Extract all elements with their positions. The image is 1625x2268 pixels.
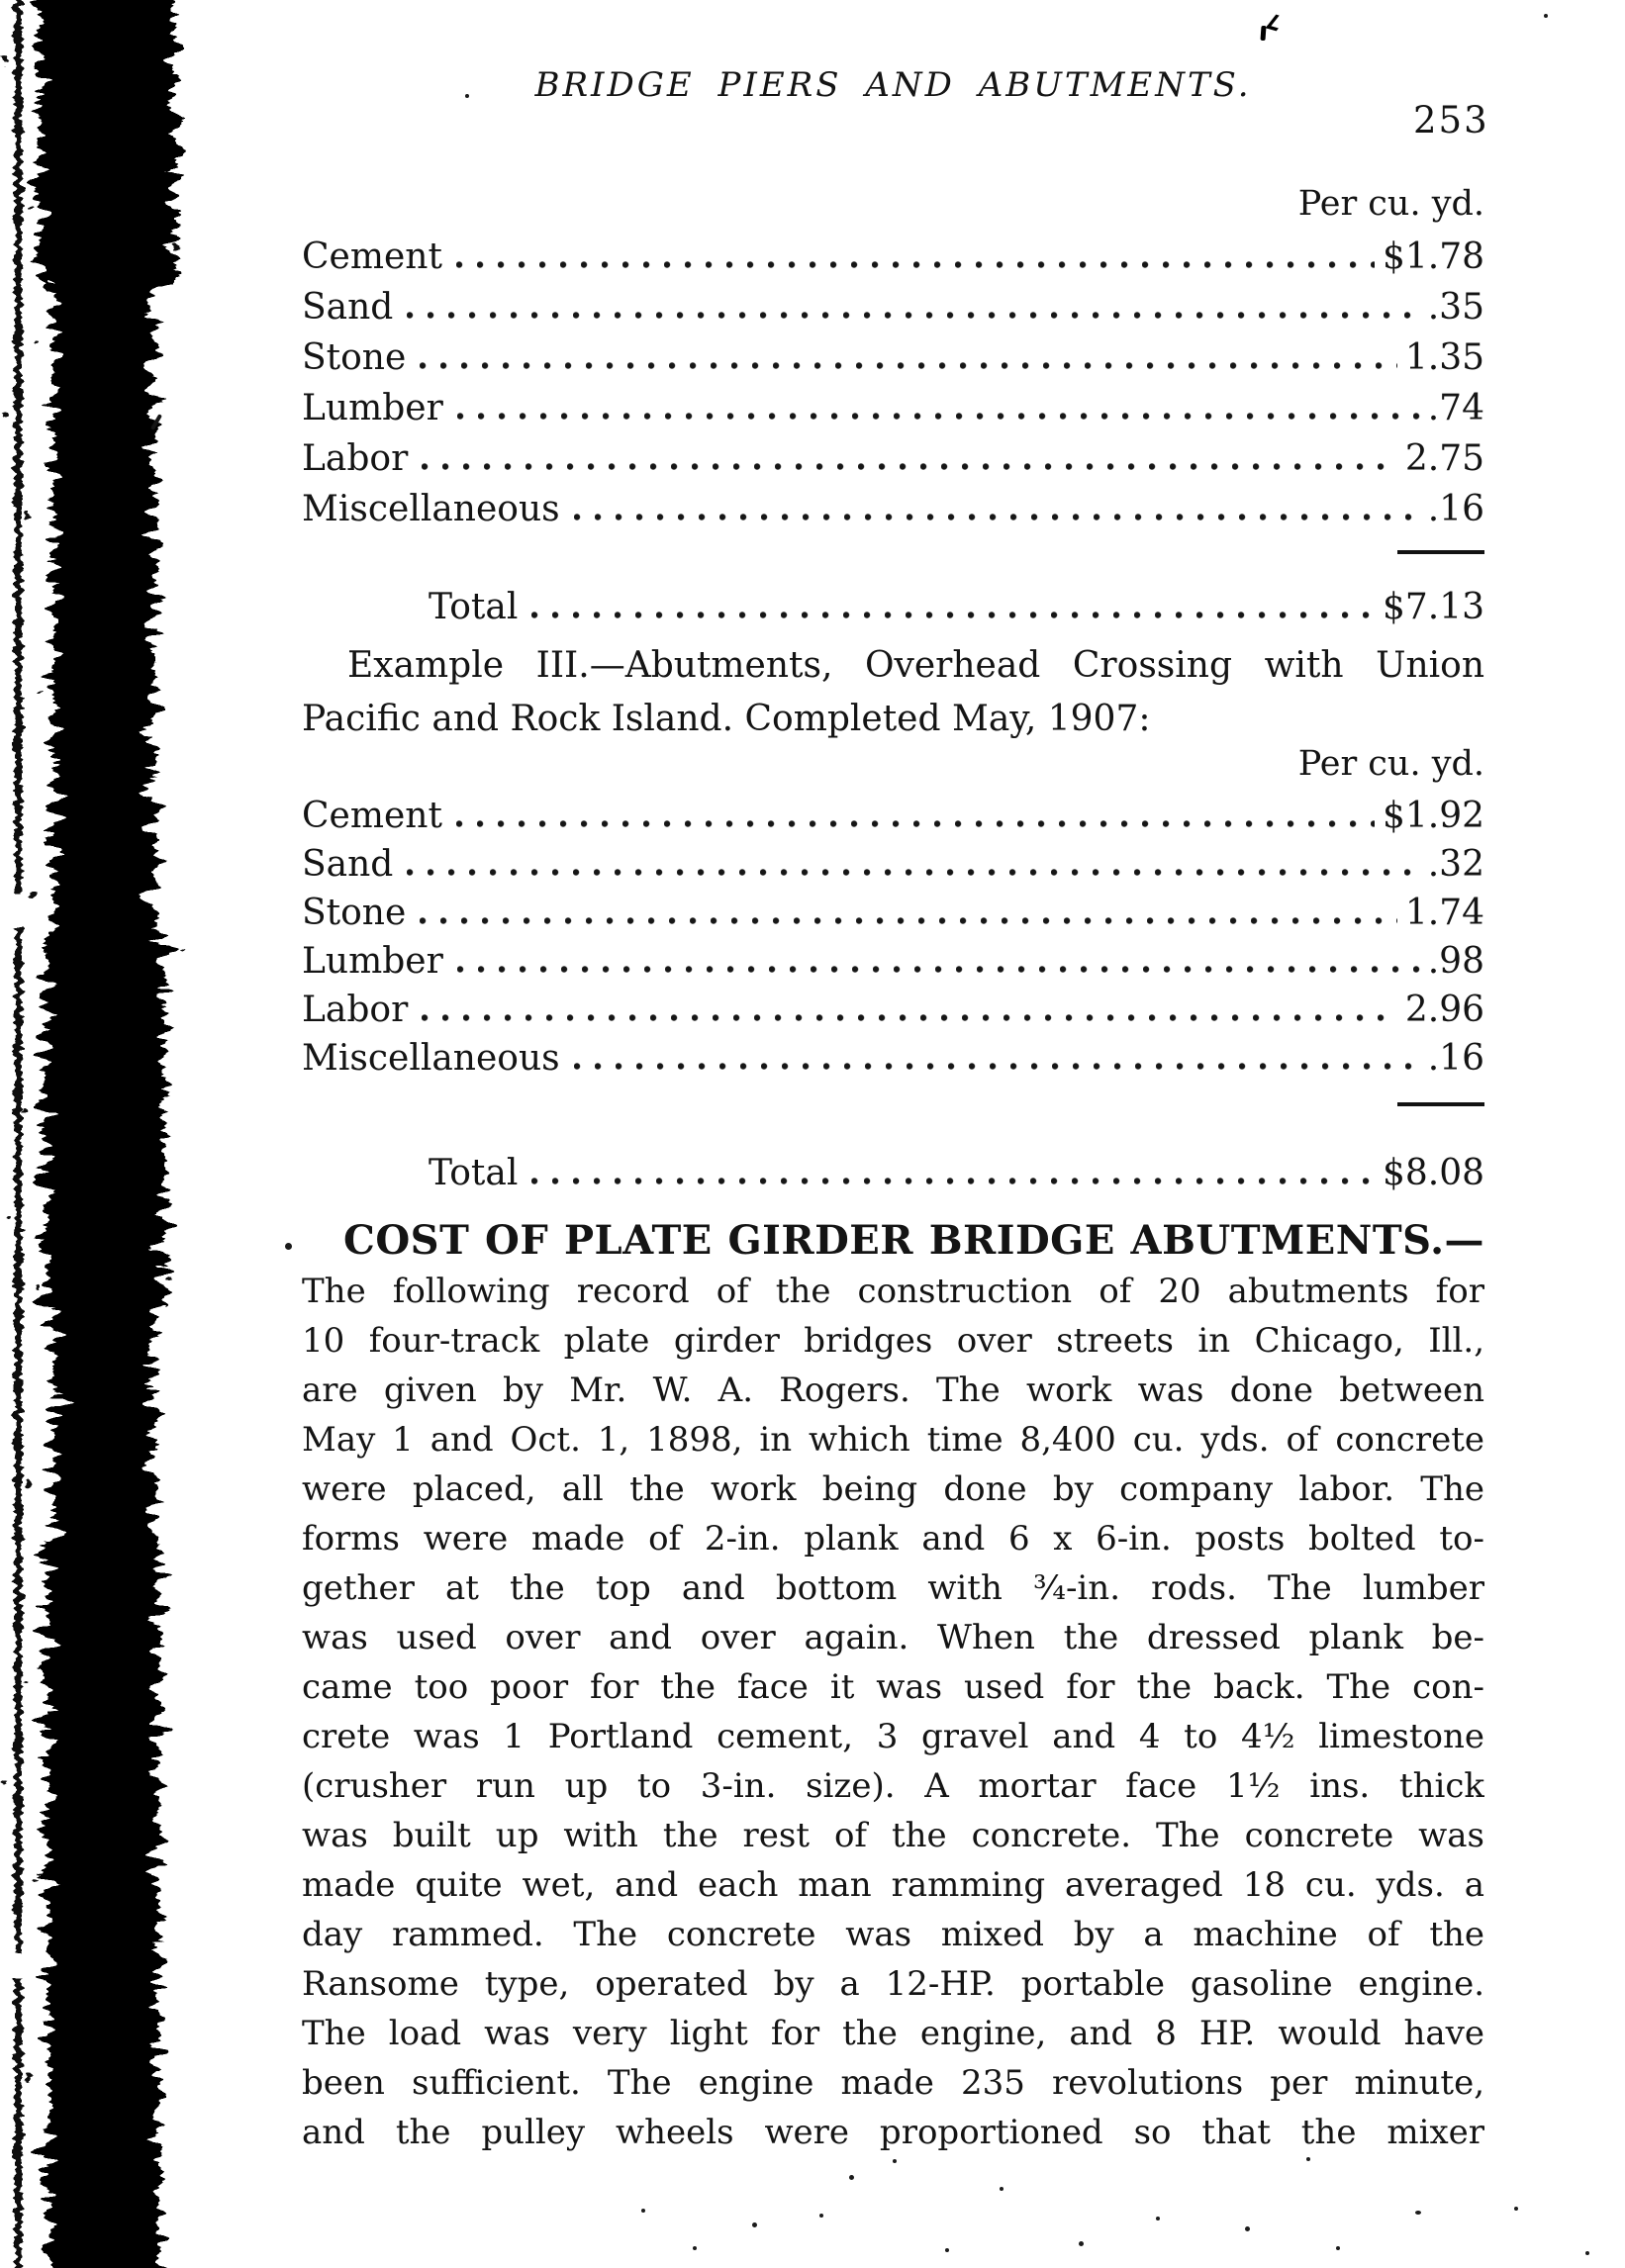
table-row bbox=[302, 1034, 1484, 1083]
row-label: Labor bbox=[302, 438, 409, 479]
dot-leader bbox=[457, 966, 1420, 973]
row-value: .16 bbox=[1427, 1038, 1484, 1079]
table-row bbox=[302, 484, 1484, 534]
row-label: Sand bbox=[302, 844, 394, 885]
total-rule bbox=[1397, 550, 1484, 554]
paragraph-line: made quite wet, and each man ramming averaged 18 cu. yds. a bbox=[302, 1865, 1484, 1905]
paragraph-line: are given by Mr. W. A. Rogers. The work was done between bbox=[302, 1370, 1484, 1410]
paragraph-line: was used over and over again. When the dressed plank be- bbox=[302, 1618, 1484, 1657]
ink-speck bbox=[465, 94, 469, 98]
ink-speck bbox=[945, 2248, 949, 2252]
cost-table-2 bbox=[302, 792, 1484, 1083]
total-label: Total bbox=[429, 1153, 519, 1193]
ink-speck bbox=[819, 2214, 823, 2218]
row-label: Cement bbox=[302, 236, 442, 277]
ink-blot-tick bbox=[1266, 15, 1288, 32]
ink-speck bbox=[1306, 2157, 1310, 2161]
paragraph-line: Pacific and Rock Island. Completed May, 1907: bbox=[302, 699, 1151, 739]
dot-leader bbox=[456, 261, 1375, 268]
row-label: Sand bbox=[302, 287, 394, 328]
paragraph-line: (crusher run up to 3-in. size). A mortar face 1½ ins. thick bbox=[302, 1766, 1484, 1806]
table-row bbox=[302, 840, 1484, 889]
ink-speck bbox=[1156, 2217, 1160, 2221]
paragraph-line: was built up with the rest of the concrete. The concrete was bbox=[302, 1816, 1484, 1855]
dot-leader bbox=[420, 917, 1397, 924]
row-value: .35 bbox=[1427, 287, 1484, 328]
ink-speck bbox=[641, 2209, 645, 2213]
row-label: Lumber bbox=[302, 941, 443, 982]
paragraph-line: forms were made of 2-in. plank and 6 x 6-in. posts bolted to- bbox=[302, 1519, 1484, 1559]
row-value: $1.92 bbox=[1382, 796, 1484, 836]
dot-leader bbox=[574, 1063, 1420, 1070]
row-label: Cement bbox=[302, 796, 442, 836]
row-value: .16 bbox=[1427, 489, 1484, 529]
dot-leader bbox=[422, 463, 1397, 470]
ink-speck bbox=[693, 2246, 697, 2250]
paragraph-line: day rammed. The concrete was mixed by a machine of the bbox=[302, 1915, 1484, 1954]
dot-leader bbox=[457, 413, 1420, 420]
ink-speck bbox=[1544, 14, 1548, 18]
row-label: Labor bbox=[302, 990, 409, 1030]
paragraph-line: been sufficient. The engine made 235 revolutions per minute, bbox=[302, 2063, 1484, 2103]
paragraph-line: May 1 and Oct. 1, 1898, in which time 8,400 cu. yds. of concrete bbox=[302, 1420, 1484, 1460]
paragraph-line: and the pulley wheels were proportioned so that the mixer bbox=[302, 2113, 1484, 2152]
page-number: 253 bbox=[1413, 99, 1489, 142]
row-label: Stone bbox=[302, 893, 407, 933]
ink-speck bbox=[1514, 2207, 1518, 2211]
total-value: $8.08 bbox=[1382, 1153, 1484, 1193]
paragraph-line: 10 four-track plate girder bridges over streets in Chicago, Ill., bbox=[302, 1321, 1484, 1361]
dot-leader bbox=[456, 820, 1375, 827]
table-row bbox=[302, 889, 1484, 937]
example-paragraph bbox=[302, 639, 1484, 746]
section-heading: COST OF PLATE GIRDER BRIDGE ABUTMENTS.— bbox=[343, 1217, 1484, 1264]
table-row bbox=[302, 792, 1484, 840]
paragraph-line: The load was very light for the engine, and 8 HP. would have bbox=[302, 2014, 1484, 2053]
ink-speck bbox=[849, 2175, 854, 2180]
table-row bbox=[302, 232, 1484, 282]
row-value: .74 bbox=[1427, 388, 1484, 428]
row-value: .32 bbox=[1427, 844, 1484, 885]
ink-speck bbox=[893, 2159, 897, 2163]
table-row bbox=[302, 433, 1484, 484]
total-label: Total bbox=[429, 587, 519, 627]
dot-leader bbox=[574, 514, 1420, 520]
row-value: $1.78 bbox=[1382, 236, 1484, 277]
table-row bbox=[302, 332, 1484, 383]
row-value: .98 bbox=[1427, 941, 1484, 982]
total-rule bbox=[1397, 1102, 1484, 1106]
row-label: Stone bbox=[302, 337, 407, 378]
paragraph-line: came too poor for the face it was used for the back. The con- bbox=[302, 1667, 1484, 1707]
table1-unit-label: Per cu. yd. bbox=[1297, 184, 1484, 224]
ink-speck bbox=[285, 1243, 292, 1250]
body-paragraph bbox=[302, 1267, 1484, 2157]
ink-speck bbox=[1079, 2241, 1084, 2246]
dot-leader bbox=[407, 869, 1419, 876]
paragraph-line: Example III.—Abutments, Overhead Crossing with Union bbox=[347, 645, 1484, 686]
row-value: 1.74 bbox=[1404, 893, 1484, 933]
running-title: BRIDGE PIERS AND ABUTMENTS. bbox=[534, 65, 1252, 105]
table1-total-row bbox=[302, 582, 1484, 632]
ink-speck bbox=[1336, 2246, 1340, 2250]
row-label: Lumber bbox=[302, 388, 443, 428]
table2-total-row bbox=[302, 1148, 1484, 1198]
cost-table-1 bbox=[302, 232, 1484, 534]
dot-leader bbox=[531, 612, 1375, 618]
dot-leader bbox=[531, 1178, 1375, 1184]
dot-leader bbox=[422, 1014, 1397, 1021]
ink-speck bbox=[1245, 2226, 1250, 2231]
scanned-binding-gutter bbox=[0, 0, 198, 2268]
ink-speck bbox=[1585, 2251, 1589, 2255]
table-row bbox=[302, 383, 1484, 433]
paragraph-line: gether at the top and bottom with ¾-in. rods. The lumber bbox=[302, 1568, 1484, 1608]
ink-speck bbox=[1415, 2211, 1421, 2215]
row-label: Miscellaneous bbox=[302, 1038, 560, 1079]
ink-speck bbox=[752, 2222, 757, 2227]
row-label: Miscellaneous bbox=[302, 489, 560, 529]
row-value: 1.35 bbox=[1404, 337, 1484, 378]
paragraph-line: The following record of the construction of 20 abutments for bbox=[302, 1272, 1484, 1311]
row-value: 2.96 bbox=[1404, 990, 1484, 1030]
paragraph-line: crete was 1 Portland cement, 3 gravel and 4 to 4½ limestone bbox=[302, 1717, 1484, 1756]
row-value: 2.75 bbox=[1404, 438, 1484, 479]
ink-speck bbox=[1000, 2187, 1004, 2191]
table-row bbox=[302, 986, 1484, 1034]
ink-blot bbox=[1259, 16, 1283, 42]
table2-unit-label: Per cu. yd. bbox=[1297, 744, 1484, 784]
paragraph-line: were placed, all the work being done by company labor. The bbox=[302, 1469, 1484, 1509]
table-row bbox=[302, 937, 1484, 986]
paragraph-line: Ransome type, operated by a 12-HP. portable gasoline engine. bbox=[302, 1964, 1484, 2004]
total-value: $7.13 bbox=[1382, 587, 1484, 627]
dot-leader bbox=[420, 362, 1397, 369]
table-row bbox=[302, 282, 1484, 332]
dot-leader bbox=[407, 312, 1419, 319]
